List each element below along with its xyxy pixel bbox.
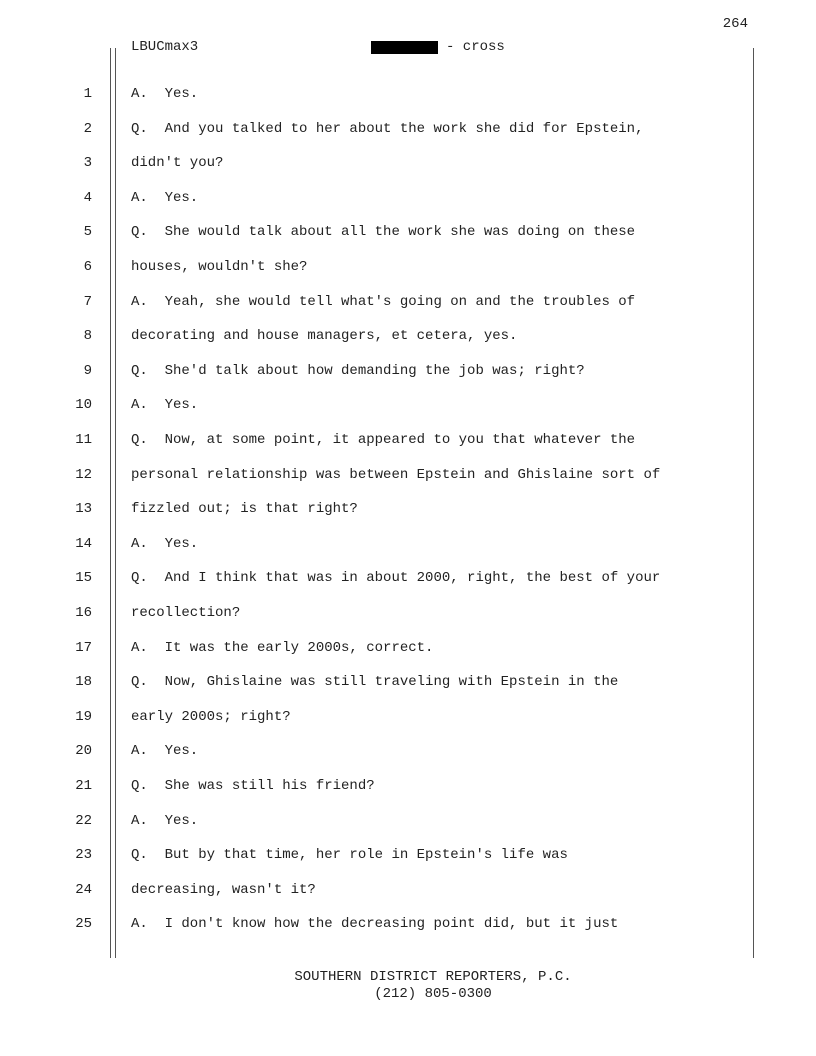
transcript-line: recollection? — [131, 605, 241, 621]
line-number: 19 — [75, 709, 92, 725]
left-margin-rule-inner — [115, 48, 116, 958]
transcript-line: Q. And I think that was in about 2000, right, the best of your — [131, 570, 661, 586]
transcript-line: Q. Now, Ghislaine was still traveling with Epstein in the — [131, 674, 619, 690]
transcript-line: A. Yes. — [131, 743, 199, 759]
transcript-line: decreasing, wasn't it? — [131, 882, 316, 898]
line-number: 1 — [83, 86, 92, 102]
line-number: 11 — [75, 432, 92, 448]
line-number: 23 — [75, 847, 92, 863]
case-code: LBUCmax3 — [131, 39, 199, 55]
line-number: 9 — [83, 363, 92, 379]
line-number: 25 — [75, 916, 92, 932]
transcript-line: Q. She would talk about all the work she was doing on these — [131, 224, 636, 240]
transcript-line: early 2000s; right? — [131, 709, 291, 725]
transcript-line: Q. She'd talk about how demanding the job was; right? — [131, 363, 585, 379]
line-number: 3 — [83, 155, 92, 171]
line-number: 16 — [75, 605, 92, 621]
line-number: 15 — [75, 570, 92, 586]
line-number: 4 — [83, 190, 92, 206]
transcript-line: A. Yeah, she would tell what's going on and the troubles of — [131, 294, 636, 310]
line-number: 2 — [83, 121, 92, 137]
transcript-line: A. Yes. — [131, 86, 199, 102]
transcript-line: A. Yes. — [131, 397, 199, 413]
footer — [0, 969, 816, 1003]
line-number: 18 — [75, 674, 92, 690]
line-number: 20 — [75, 743, 92, 759]
line-number: 7 — [83, 294, 92, 310]
line-number: 24 — [75, 882, 92, 898]
transcript-line: A. Yes. — [131, 190, 199, 206]
right-margin-rule — [753, 48, 754, 958]
footer-reporter: SOUTHERN DISTRICT REPORTERS, P.C. — [294, 969, 572, 985]
line-number: 22 — [75, 813, 92, 829]
left-margin-rule-outer — [110, 48, 111, 958]
line-number: 5 — [83, 224, 92, 240]
transcript-line: didn't you? — [131, 155, 224, 171]
line-number: 10 — [75, 397, 92, 413]
redaction-bar — [371, 41, 438, 54]
transcript-line: Q. But by that time, her role in Epstein's life was — [131, 847, 568, 863]
transcript-line: personal relationship was between Epstein and Ghislaine sort of — [131, 467, 661, 483]
line-number: 17 — [75, 640, 92, 656]
transcript-line: Q. She was still his friend? — [131, 778, 375, 794]
transcript-line: Q. And you talked to her about the work she did for Epstein, — [131, 121, 644, 137]
transcript-line: A. Yes. — [131, 536, 199, 552]
transcript-line: houses, wouldn't she? — [131, 259, 308, 275]
line-number: 21 — [75, 778, 92, 794]
transcript-line: A. I don't know how the decreasing point did, but it just — [131, 916, 619, 932]
line-number: 8 — [83, 328, 92, 344]
examination-label: - cross — [446, 39, 505, 55]
transcript-line: A. Yes. — [131, 813, 199, 829]
page-number: 264 — [722, 16, 748, 32]
line-number: 6 — [83, 259, 92, 275]
transcript-line: Q. Now, at some point, it appeared to you that whatever the — [131, 432, 636, 448]
line-number: 14 — [75, 536, 92, 552]
line-number: 13 — [75, 501, 92, 517]
transcript-line: decorating and house managers, et cetera, yes. — [131, 328, 518, 344]
footer-phone: (212) 805-0300 — [374, 986, 492, 1002]
transcript-line: fizzled out; is that right? — [131, 501, 358, 517]
line-number: 12 — [75, 467, 92, 483]
transcript-line: A. It was the early 2000s, correct. — [131, 640, 434, 656]
